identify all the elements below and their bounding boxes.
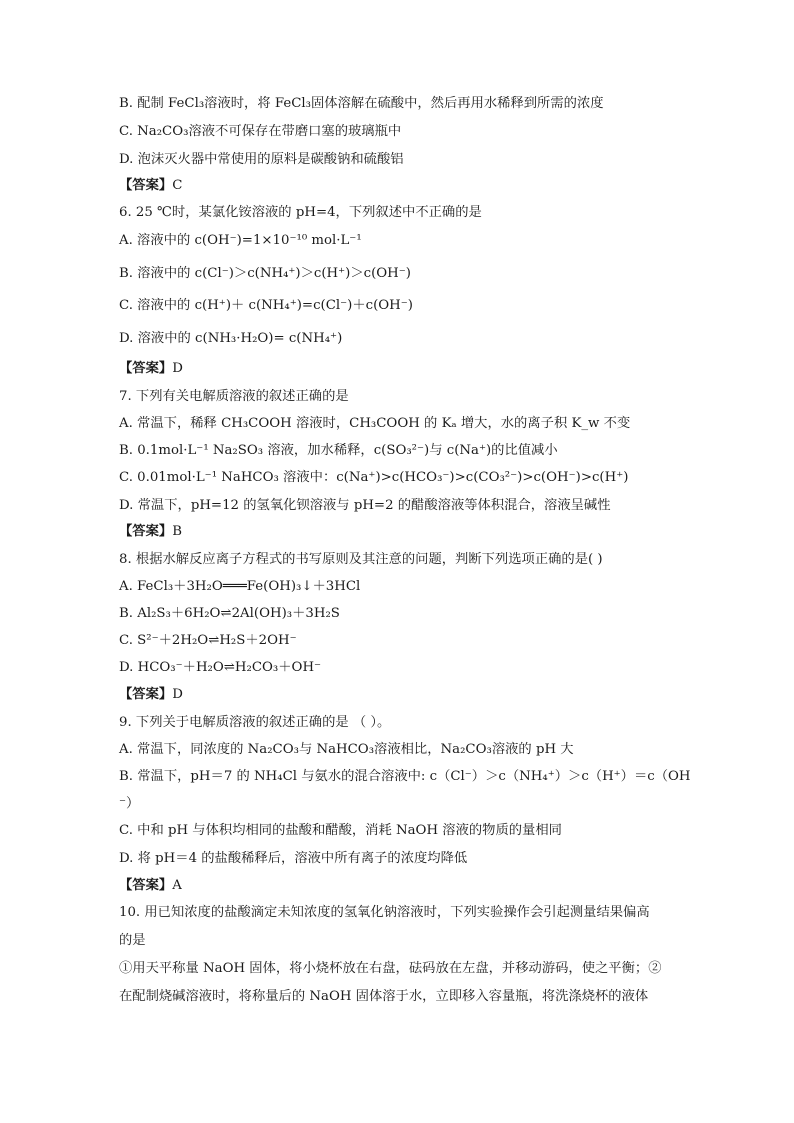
q9-answer — [119, 877, 182, 895]
q10-stem: 10. 用已知浓度的盐酸滴定未知浓度的氢氧化钠溶液时，下列实验操作会引起测量结果偏高 — [119, 905, 650, 920]
q9-option-b-continued: ⁻） — [119, 796, 140, 811]
q6-option-c: C. 溶液中的 c(H⁺)＋ c(NH₄⁺)=c(Cl⁻)＋c(OH⁻) — [119, 298, 413, 313]
q8-stem: 8. 根据水解反应离子方程式的书写原则及其注意的问题，判断下列选项正确的是( ) — [119, 552, 603, 567]
answer-label: 【答案】 — [119, 878, 173, 893]
q8-option-c: C. S²⁻＋2H₂O⇌H₂S＋2OH⁻ — [119, 633, 297, 648]
q9-option-a: A. 常温下，同浓度的 Na₂CO₃与 NaHCO₃溶液相比，Na₂CO₃溶液的 pH 大 — [119, 742, 574, 757]
q7-answer — [119, 523, 182, 541]
q6-stem: 6. 25 ℃时，某氯化铵溶液的 pH=4，下列叙述中不正确的是 — [119, 205, 482, 220]
q9-option-c: C. 中和 pH 与体积均相同的盐酸和醋酸，消耗 NaOH 溶液的物质的量相同 — [119, 823, 562, 838]
q8-answer — [119, 686, 183, 704]
q8-option-d: D. HCO₃⁻＋H₂O⇌H₂CO₃＋OH⁻ — [119, 660, 322, 675]
q10-body-line-2: 在配制烧碱溶液时，将称量后的 NaOH 固体溶于水，立即移入容量瓶，将洗涤烧杯的液体 — [119, 989, 649, 1004]
answer-label: 【答案】 — [119, 178, 173, 193]
answer-label: 【答案】 — [119, 687, 173, 702]
answer-value: C — [172, 178, 183, 193]
answer-value: D — [172, 687, 183, 702]
answer-label: 【答案】 — [119, 524, 173, 539]
q5-option-c: C. Na₂CO₃溶液不可保存在带磨口塞的玻璃瓶中 — [119, 124, 402, 139]
q5-option-b: B. 配制 FeCl₃溶液时，将 FeCl₃固体溶解在硫酸中，然后再用水稀释到所需的浓度 — [119, 96, 604, 111]
q7-stem: 7. 下列有关电解质溶液的叙述正确的是 — [119, 389, 349, 404]
answer-value: A — [172, 878, 182, 893]
q6-option-d: D. 溶液中的 c(NH₃·H₂O)= c(NH₄⁺) — [119, 331, 343, 346]
q9-stem: 9. 下列关于电解质溶液的叙述正确的是 （ ）。 — [119, 715, 391, 730]
q6-option-a: A. 溶液中的 c(OH⁻)=1×10⁻¹⁰ mol·L⁻¹ — [119, 233, 362, 248]
q6-answer — [119, 360, 183, 378]
q6-option-b: B. 溶液中的 c(Cl⁻)＞c(NH₄⁺)＞c(H⁺)＞c(OH⁻) — [119, 266, 411, 281]
q5-answer — [119, 177, 182, 195]
q7-option-c: C. 0.01mol·L⁻¹ NaHCO₃ 溶液中：c(Na⁺)>c(HCO₃⁻)>c(CO₃²⁻)>c(OH⁻)>c(H⁺) — [119, 470, 629, 485]
q7-option-d: D. 常温下，pH=12 的氢氧化钡溶液与 pH=2 的醋酸溶液等体积混合，溶液呈碱性 — [119, 498, 611, 513]
q8-option-b: B. Al₂S₃＋6H₂O⇌2Al(OH)₃＋3H₂S — [119, 606, 340, 621]
answer-value: B — [172, 524, 182, 539]
answer-value: D — [172, 361, 183, 376]
q8-option-a: A. FeCl₃＋3H₂O═══Fe(OH)₃↓＋3HCl — [119, 579, 361, 594]
q9-option-b: B. 常温下，pH＝7 的 NH₄Cl 与氨水的混合溶液中: c（Cl⁻）＞c（NH₄⁺）＞c（H⁺）＝c（OH — [119, 769, 691, 784]
q9-option-d: D. 将 pH＝4 的盐酸稀释后，溶液中所有离子的浓度均降低 — [119, 851, 468, 866]
answer-label: 【答案】 — [119, 361, 173, 376]
q7-option-b: B. 0.1mol·L⁻¹ Na₂SO₃ 溶液，加水稀释，c(SO₃²⁻)与 c(Na⁺)的比值减小 — [119, 443, 558, 458]
q5-option-d: D. 泡沫灭火器中常使用的原料是碳酸钠和硫酸铝 — [119, 152, 404, 167]
q10-body-line-1: ①用天平称量 NaOH 固体，将小烧杯放在右盘，砝码放在左盘，并移动游码，使之平衡；② — [119, 961, 662, 976]
q10-stem-continued: 的是 — [119, 933, 146, 948]
q7-option-a: A. 常温下，稀释 CH₃COOH 溶液时，CH₃COOH 的 Kₐ 增大，水的离子积 K_w 不变 — [119, 416, 631, 431]
